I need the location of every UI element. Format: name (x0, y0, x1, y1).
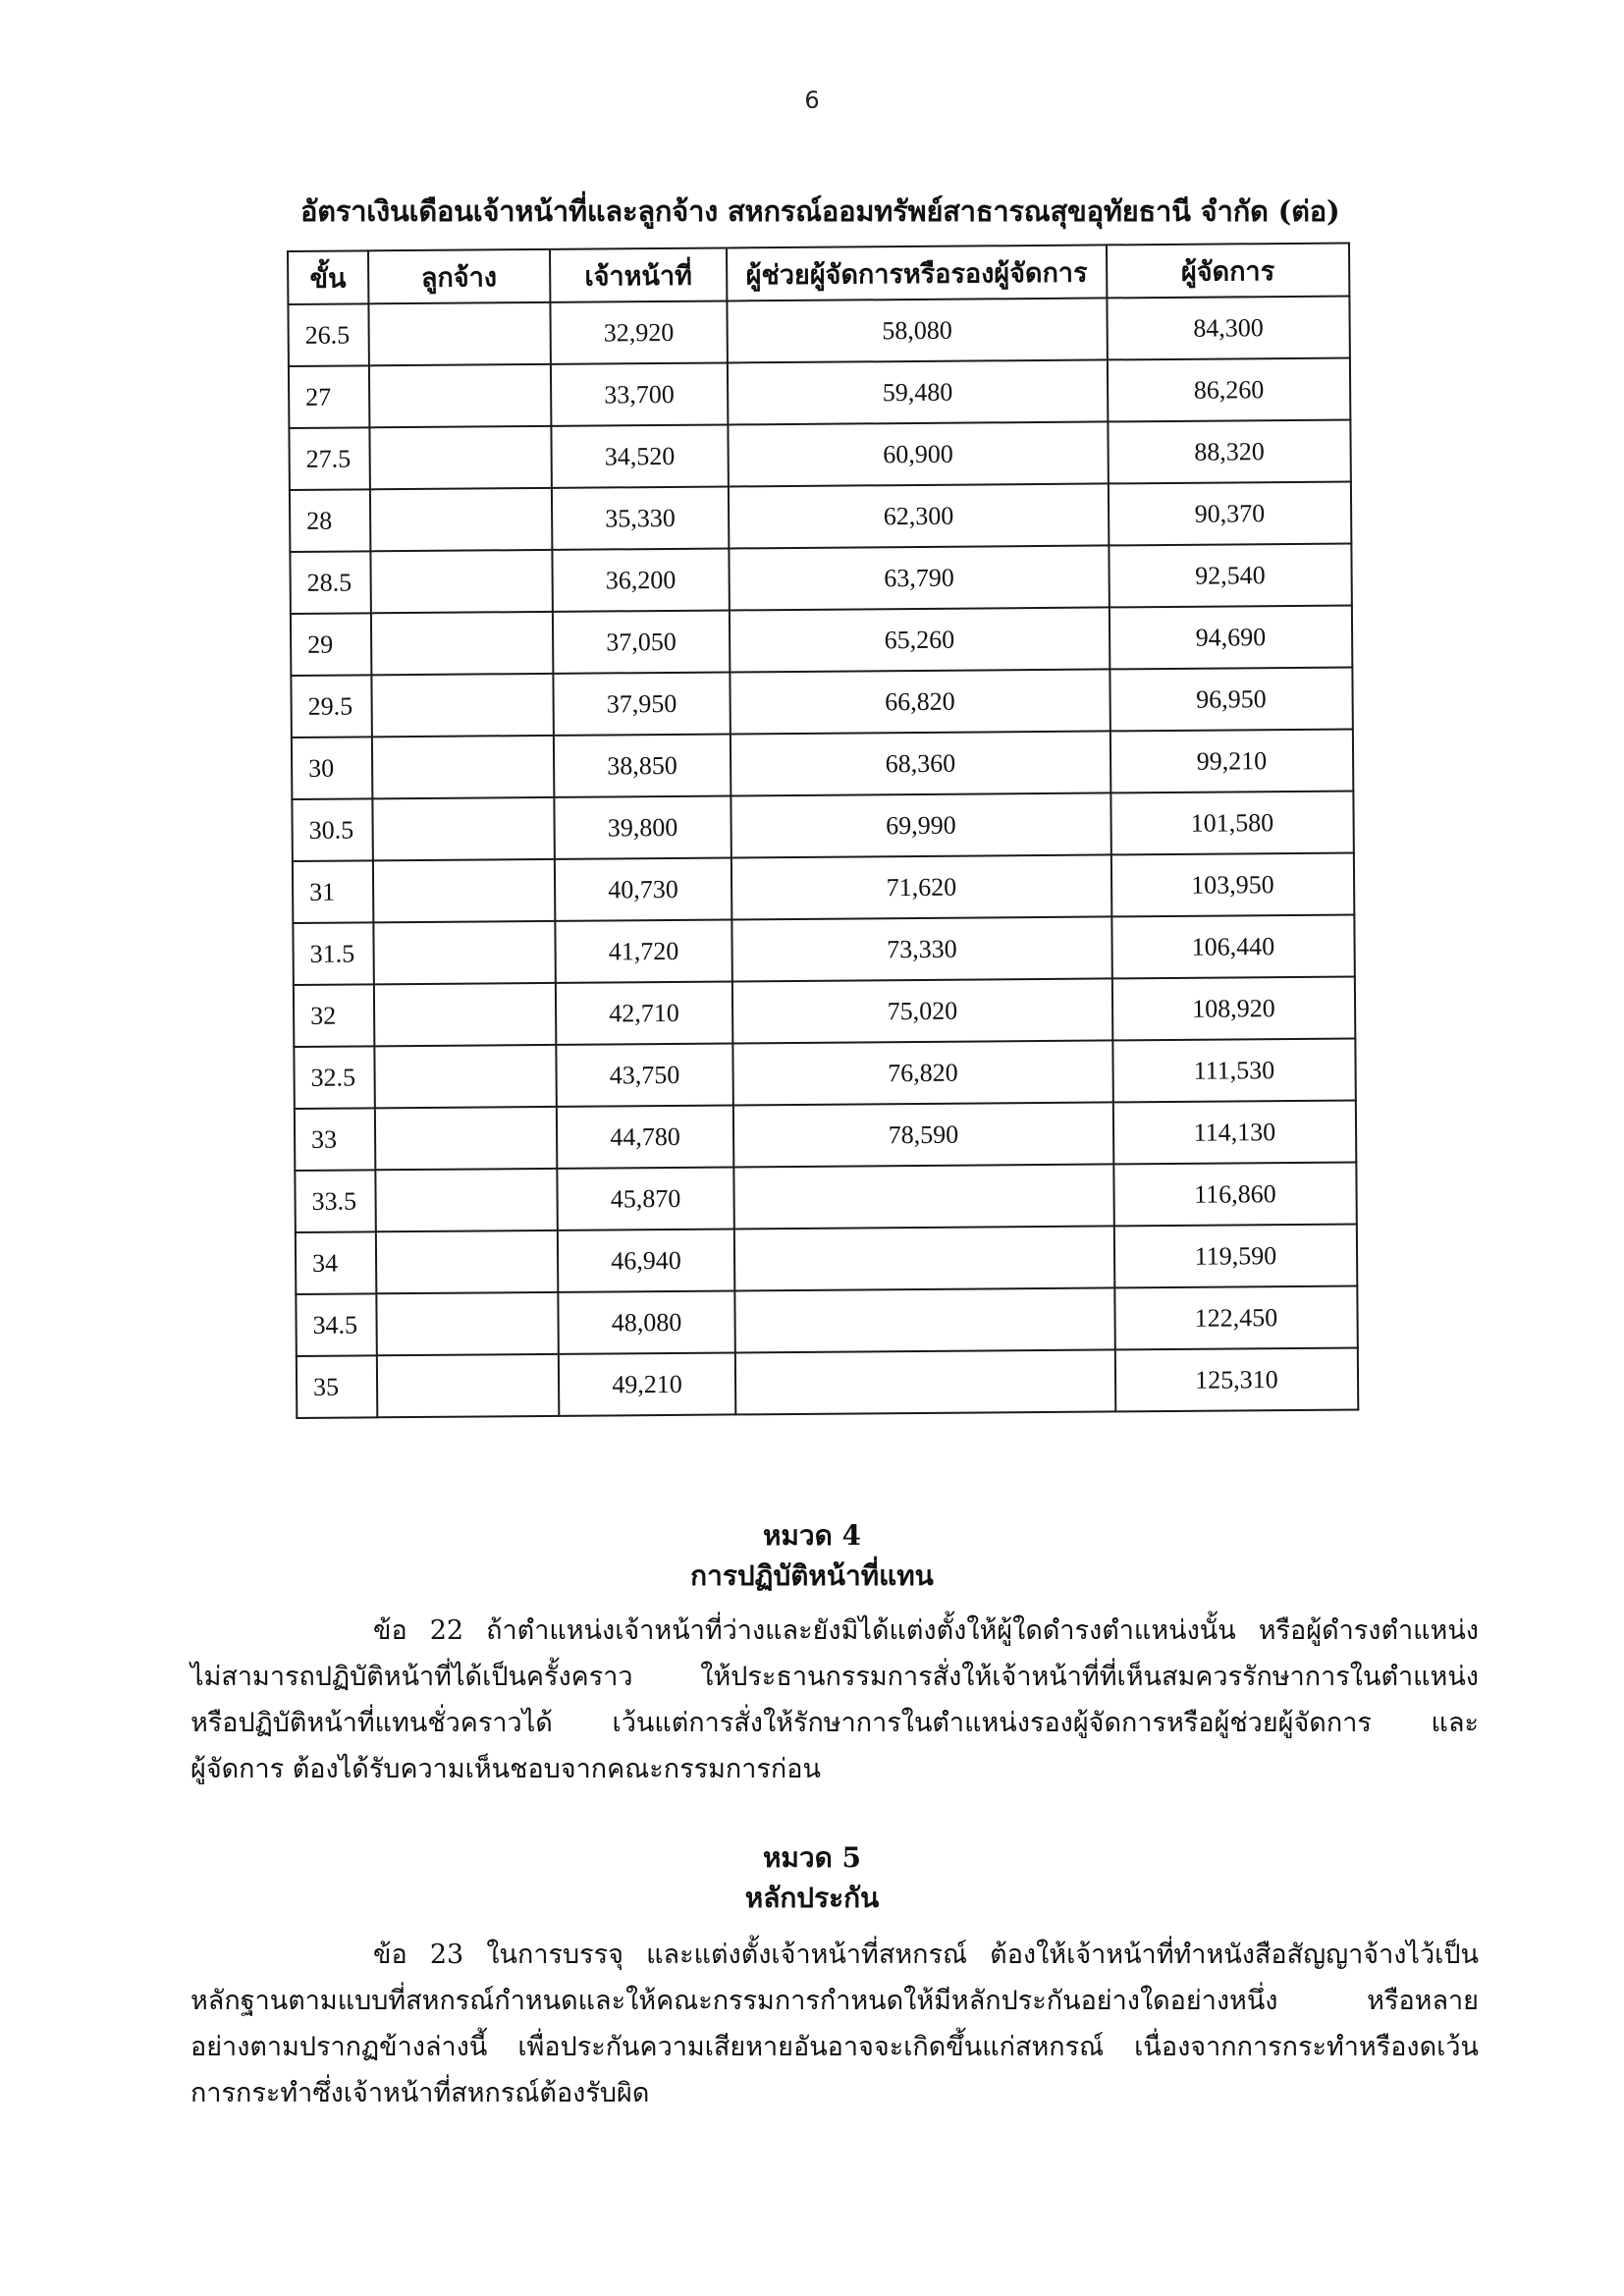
cell-manager: 90,370 (1109, 481, 1352, 545)
cell-manager: 96,950 (1110, 667, 1353, 731)
table-row (294, 1038, 1355, 1108)
table-row (289, 419, 1350, 489)
article-22-line: ข้อ 22 ถ้าตำแหน่งเจ้าหน้าที่ว่างและยังมิได้แต่งตั้งให้ผู้ใดดำรงตำแหน่งนั้น หรือผู้ดำรงตำแหน่ง (373, 1615, 1479, 1646)
cell-assistant-manager: 60,900 (728, 421, 1108, 486)
table-row (291, 667, 1352, 737)
cell-assistant-manager: 65,260 (730, 607, 1110, 672)
cell-step: 32 (294, 984, 374, 1047)
article-23-line: ข้อ 23 ในการบรรจุ และแต่งตั้งเจ้าหน้าที่สหกรณ์ ต้องให้เจ้าหน้าที่ทำหนังสือสัญญาจ้างไว้เป็น (373, 1940, 1479, 1970)
cell-employee (374, 1045, 557, 1108)
header-manager: ผู้จัดการ (1107, 244, 1350, 299)
page-number: 6 (804, 86, 820, 114)
cell-manager: 86,260 (1108, 357, 1351, 421)
header-step: ขั้น (288, 250, 368, 304)
cell-employee (374, 983, 557, 1046)
cell-assistant-manager: 69,990 (731, 793, 1110, 857)
header-employee: ลูกจ้าง (368, 249, 551, 303)
cell-officer: 42,710 (556, 981, 733, 1044)
cell-employee (369, 426, 552, 489)
table-row (289, 357, 1350, 427)
cell-manager: 106,440 (1111, 914, 1355, 978)
cell-step: 33 (295, 1108, 375, 1171)
cell-manager: 103,950 (1111, 852, 1355, 916)
cell-employee (368, 302, 551, 365)
cell-step: 31.5 (293, 922, 373, 985)
cell-step: 30 (292, 737, 372, 799)
cell-step: 27.5 (289, 427, 369, 490)
table-row (293, 852, 1354, 922)
chapter-5-number: หมวด 5 (762, 1841, 862, 1874)
cell-manager: 125,310 (1115, 1347, 1359, 1411)
cell-employee (375, 1169, 558, 1231)
cell-officer: 45,870 (557, 1167, 734, 1230)
cell-assistant-manager: 73,330 (731, 916, 1111, 981)
cell-assistant-manager: 68,360 (731, 731, 1110, 795)
cell-step: 26.5 (288, 303, 368, 366)
table-row (290, 543, 1351, 613)
cell-step: 31 (293, 860, 373, 923)
header-assistant-manager: ผู้ช่วยผู้จัดการหรือรองผู้จัดการ (727, 245, 1107, 301)
cell-employee (376, 1230, 559, 1293)
cell-employee (372, 736, 555, 798)
cell-step: 28 (290, 489, 370, 552)
salary-table (287, 242, 1359, 1418)
table-row (288, 297, 1349, 366)
cell-officer: 36,200 (552, 548, 730, 611)
cell-officer: 32,920 (550, 301, 728, 363)
table-row (294, 976, 1355, 1046)
cell-manager: 99,210 (1110, 729, 1354, 793)
chapter-4-title: การปฏิบัติหน้าที่แทน (690, 1559, 934, 1592)
table-row (295, 1100, 1356, 1170)
article-22 (190, 1608, 1479, 1792)
cell-step: 28.5 (290, 551, 370, 614)
article-23-line: การกระทำซึ่งเจ้าหน้าที่สหกรณ์ต้องรับผิด (190, 2078, 650, 2108)
cell-officer: 40,730 (555, 857, 732, 920)
cell-assistant-manager: 58,080 (727, 298, 1107, 362)
table-row (297, 1347, 1358, 1417)
table-header-row (288, 244, 1349, 304)
cell-assistant-manager: 62,300 (729, 483, 1109, 548)
table-title: อัตราเงินเดือนเจ้าหน้าที่และลูกจ้าง สหกรณ์ออมทรัพย์สาธารณสุขอุทัยธานี จำกัด (ต่อ) (300, 194, 1340, 228)
cell-officer: 43,750 (556, 1043, 733, 1106)
cell-step: 32.5 (294, 1046, 374, 1109)
cell-step: 35 (297, 1355, 377, 1418)
cell-officer: 44,780 (557, 1105, 734, 1168)
cell-officer: 41,720 (555, 919, 732, 982)
cell-assistant-manager (734, 1226, 1114, 1290)
cell-assistant-manager: 76,820 (732, 1040, 1112, 1105)
cell-manager: 116,860 (1113, 1162, 1357, 1226)
chapter-5-title: หลักประกัน (744, 1882, 880, 1914)
cell-officer: 37,950 (553, 672, 731, 735)
cell-assistant-manager (734, 1287, 1114, 1352)
cell-assistant-manager (733, 1164, 1113, 1229)
cell-assistant-manager: 63,790 (729, 545, 1109, 610)
cell-employee (369, 364, 552, 427)
cell-officer: 39,800 (554, 795, 731, 858)
cell-employee (370, 550, 553, 613)
cell-employee (373, 921, 556, 984)
cell-manager: 101,580 (1110, 791, 1354, 854)
cell-step: 27 (289, 365, 369, 428)
cell-manager: 88,320 (1108, 419, 1351, 483)
cell-employee (377, 1354, 560, 1417)
cell-assistant-manager (735, 1349, 1115, 1414)
cell-employee (375, 1107, 558, 1170)
cell-manager: 111,530 (1112, 1038, 1356, 1102)
chapter-4-number: หมวด 4 (762, 1519, 862, 1552)
cell-manager: 122,450 (1114, 1285, 1358, 1349)
cell-assistant-manager: 75,020 (732, 978, 1112, 1043)
cell-assistant-manager: 78,590 (733, 1102, 1113, 1167)
cell-step: 33.5 (295, 1170, 375, 1232)
cell-officer: 37,050 (553, 610, 731, 673)
cell-employee (370, 488, 553, 551)
cell-step: 29 (291, 613, 371, 676)
cell-assistant-manager: 59,480 (728, 359, 1108, 424)
cell-manager: 84,300 (1107, 297, 1350, 360)
cell-officer: 49,210 (559, 1352, 736, 1415)
table-row (292, 791, 1353, 860)
cell-manager: 114,130 (1113, 1100, 1357, 1164)
article-22-line: ไม่สามารถปฏิบัติหน้าที่ได้เป็นครั้งคราว ให้ประธานกรรมการสั่งให้เจ้าหน้าที่ที่เห็นสมควรรักษาการในตำแหน่ง (190, 1662, 1479, 1692)
article-23-line: หลักฐานตามแบบที่สหกรณ์กำหนดและให้คณะกรรมการกำหนดให้มีหลักประกันอย่างใดอย่างหนึ่ง หรือหลาย (190, 1986, 1479, 2016)
cell-officer: 46,940 (558, 1229, 735, 1291)
cell-employee (371, 674, 554, 737)
cell-assistant-manager: 66,820 (730, 669, 1110, 734)
cell-assistant-manager: 71,620 (731, 854, 1111, 919)
cell-officer: 34,520 (551, 424, 729, 487)
article-23 (190, 1932, 1479, 2116)
cell-employee (372, 797, 555, 860)
table-row (296, 1285, 1357, 1355)
cell-step: 34 (296, 1231, 376, 1294)
cell-step: 30.5 (292, 798, 372, 861)
table-row (292, 729, 1353, 798)
cell-employee (376, 1292, 559, 1355)
cell-manager: 92,540 (1109, 543, 1352, 607)
article-22-line: ผู้จัดการ ต้องได้รับความเห็นชอบจากคณะกรรมการก่อน (190, 1754, 821, 1784)
cell-step: 34.5 (296, 1293, 376, 1356)
table-row (295, 1162, 1356, 1231)
cell-manager: 119,590 (1114, 1224, 1358, 1287)
cell-officer: 33,700 (551, 362, 729, 425)
cell-officer: 48,080 (558, 1290, 735, 1353)
cell-employee (371, 612, 554, 675)
cell-manager: 94,690 (1110, 605, 1353, 669)
cell-employee (373, 859, 556, 922)
article-23-line: อย่างตามปรากฏข้างล่างนี้ เพื่อประกันความเสียหายอันอาจจะเกิดขึ้นแก่สหกรณ์ เนื่องจากการกระทำหรืองดเว้น (190, 2032, 1479, 2062)
header-officer: เจ้าหน้าที่ (550, 247, 728, 301)
cell-manager: 108,920 (1112, 976, 1356, 1040)
cell-officer: 38,850 (554, 734, 731, 796)
table-row (296, 1224, 1357, 1293)
article-22-line: หรือปฏิบัติหน้าที่แทนชั่วคราวได้ เว้นแต่การสั่งให้รักษาการในตำแหน่งรองผู้จัดการหรือผู้ช่วยผู้จัดการ และ (190, 1708, 1479, 1738)
cell-step: 29.5 (291, 675, 371, 738)
cell-officer: 35,330 (552, 486, 730, 549)
table-row (291, 605, 1352, 675)
table-row (293, 914, 1354, 984)
table-row (290, 481, 1351, 551)
